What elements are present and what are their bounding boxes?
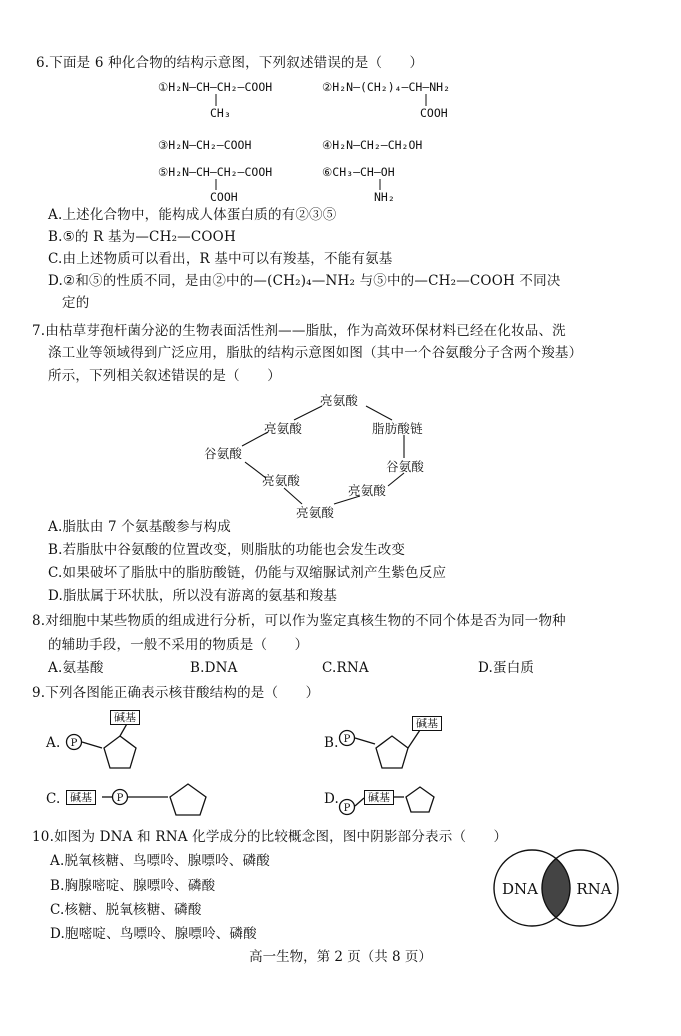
q6-compound-6: ⑥CH₃—CH—OH	[322, 165, 395, 179]
q6-compound-4: ④H₂N—CH₂—CH₂OH	[322, 138, 423, 152]
q9-b-base-box: 碱基	[412, 716, 442, 731]
q6-option-d: D.②和⑤的性质不同，是由②中的—(CH₂)₄—NH₂ 与⑤中的—CH₂—COOH 不同决	[48, 273, 561, 289]
q10-option-a: A.脱氧核糖、鸟嘌呤、腺嘌呤、磷酸	[50, 853, 270, 869]
q6-compound-2-sidechain: COOH	[420, 106, 448, 120]
q8-option-a: A.氨基酸	[48, 660, 104, 676]
q8-option-c: C.RNA	[322, 660, 369, 676]
ring-node-right-lower: 亮氨酸	[348, 483, 387, 498]
q10-option-c: C.核糖、脱氧核糖、磷酸	[50, 902, 202, 918]
q9-d-base-box: 碱基	[364, 790, 394, 805]
q7-option-d: D.脂肽属于环状肽，所以没有游离的氨基和羧基	[48, 588, 338, 604]
q8-option-b: B.DNA	[190, 660, 238, 676]
q6-compound-2: ②H₂N—(CH₂)₄—CH—NH₂	[322, 80, 451, 94]
q10-stem: 10.如图为 DNA 和 RNA 化学成分的比较概念图，图中阴影部分表示（ ）	[32, 829, 508, 845]
q6-compound-1: ①H₂N—CH—CH₂—COOH	[158, 80, 273, 94]
q7-stem-line2: 涤工业等领域得到广泛应用，脂肽的结构示意图如图（其中一个谷氨酸分子含两个羧基）	[48, 345, 583, 361]
q6-compound-5: ⑤H₂N—CH—CH₂—COOH	[158, 165, 273, 179]
q6-compound-3: ③H₂N—CH₂—COOH	[158, 138, 252, 152]
ring-node-right-upper: 脂肪酸链	[372, 421, 423, 436]
q8-option-d: D.蛋白质	[478, 660, 535, 676]
q9-a-base-box: 碱基	[110, 710, 140, 725]
ring-node-left-lower: 亮氨酸	[262, 473, 301, 488]
q9-c-phosphate-label: P	[116, 793, 124, 804]
ring-node-left-upper: 亮氨酸	[264, 421, 303, 436]
q7-option-c: C.如果破坏了脂肽中的脂肪酸链，仍能与双缩脲试剂产生紫色反应	[48, 565, 447, 581]
ring-node-left: 谷氨酸	[204, 446, 243, 461]
q6-option-c: C.由上述物质可以看出，R 基中可以有羧基，不能有氨基	[48, 251, 393, 267]
q9-option-b-label: B.	[324, 735, 339, 751]
q7-stem-line3: 所示，下列相关叙述错误的是（ ）	[48, 368, 281, 384]
venn-rna-label: RNA	[576, 880, 612, 898]
q6-option-d-cont: 定的	[62, 295, 90, 311]
q7-option-a: A.脂肽由 7 个氨基酸参与构成	[48, 519, 231, 535]
q6-compound-6-sidechain: NH₂	[374, 190, 395, 204]
q9-b-phosphate-label: P	[343, 734, 351, 745]
q6-compound-1-sidechain: CH₃	[210, 106, 231, 120]
q9-option-d-label: D.	[324, 791, 340, 807]
q6-stem: 6.下面是 6 种化合物的结构示意图，下列叙述错误的是（ ）	[36, 55, 424, 71]
q9-option-c-label: C.	[46, 791, 61, 807]
q8-stem-line2: 的辅助手段，一般不采用的物质是（ ）	[48, 637, 309, 653]
q6-option-b: B.⑤的 R 基为—CH₂—COOH	[48, 229, 236, 245]
q6-option-a: A.上述化合物中，能构成人体蛋白质的有②③⑤	[48, 207, 337, 223]
q10-option-b: B.胸腺嘧啶、腺嘌呤、磷酸	[50, 878, 216, 894]
q9-stem: 9.下列各图能正确表示核苷酸结构的是（ ）	[32, 685, 320, 701]
q9-a-phosphate-label: P	[70, 738, 78, 749]
page-footer: 高一生物，第 2 页（共 8 页）	[249, 949, 432, 965]
q6-compound-5-sidechain: COOH	[210, 190, 238, 204]
q7-option-b: B.若脂肽中谷氨酸的位置改变，则脂肽的功能也会发生改变	[48, 542, 406, 558]
q9-d-phosphate-label: P	[343, 803, 351, 814]
q7-stem-line1: 7.由枯草芽孢杆菌分泌的生物表面活性剂——脂肽，作为高效环保材料已经在化妆品、洗	[32, 323, 566, 339]
venn-dna-label: DNA	[502, 880, 538, 898]
ring-node-bottom: 亮氨酸	[296, 505, 335, 520]
q9-c-base-box: 碱基	[66, 790, 96, 805]
ring-node-right: 谷氨酸	[386, 459, 425, 474]
q10-option-d: D.胞嘧啶、鸟嘌呤、腺嘌呤、磷酸	[50, 926, 257, 942]
q8-stem-line1: 8.对细胞中某些物质的组成进行分析，可以作为鉴定真核生物的不同个体是否为同一物种	[32, 613, 566, 629]
q9-option-a-label: A.	[46, 735, 61, 751]
ring-node-top: 亮氨酸	[320, 393, 359, 408]
